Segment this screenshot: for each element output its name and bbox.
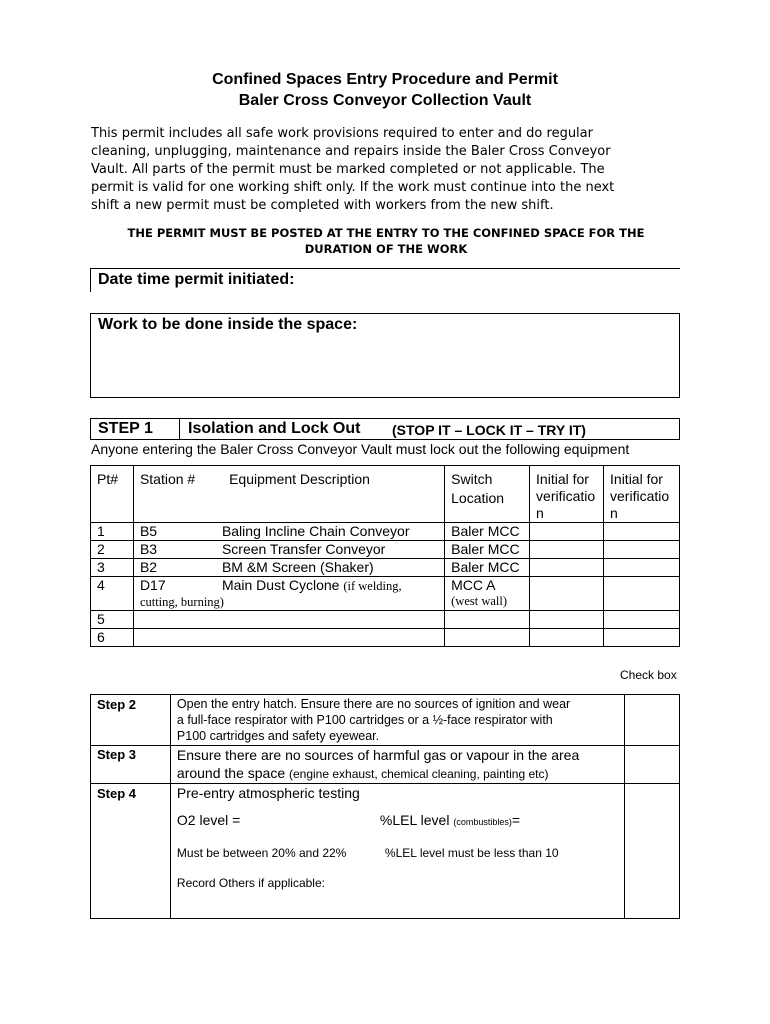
initial-header: verificatio [610, 488, 670, 504]
station-number: D17 [139, 577, 166, 593]
equipment-table [90, 465, 680, 647]
initial-cell[interactable] [530, 629, 604, 647]
page-title: Confined Spaces Entry Procedure and Permit [212, 71, 558, 88]
step4-content [170, 784, 624, 919]
station-cell[interactable] [133, 611, 444, 629]
notice-line: THE PERMIT MUST BE POSTED AT THE ENTRY TO THE CONFINED SPACE FOR THE [127, 226, 645, 240]
station-number: B2 [139, 559, 158, 575]
station-number: B5 [139, 523, 158, 539]
step1-subtitle: (STOP IT – LOCK IT – TRY IT) [392, 422, 586, 438]
step1-title: Isolation and Lock Out [188, 420, 361, 437]
initial-cell[interactable] [604, 559, 680, 577]
equipment-description: Screen Transfer Conveyor [221, 541, 386, 557]
switch-header: Location [451, 490, 505, 506]
station-cell [133, 577, 444, 611]
equipment-note: (if welding, [343, 579, 402, 593]
page-subtitle: Baler Cross Conveyor Collection Vault [238, 92, 532, 109]
intro-line: permit is valid for one working shift only. If the work must continue into the next [91, 180, 615, 195]
initial-cell[interactable] [530, 541, 604, 559]
pt-cell: 2 [91, 541, 134, 559]
initial-cell[interactable] [604, 577, 680, 611]
pt-cell: 5 [91, 611, 134, 629]
step3-line: Ensure there are no sources of harmful gas or vapour in the area [176, 747, 580, 763]
work-field-label: Work to be done inside the space: [98, 316, 358, 333]
step2-line: Open the entry hatch. Ensure there are no sources of ignition and wear [176, 697, 571, 711]
step4-row [91, 784, 680, 919]
step2-line: a full-face respirator with P100 cartridges or a ½-face respirator with [176, 713, 553, 727]
pt-cell: 4 [91, 577, 134, 611]
step1-instruction: Anyone entering the Baler Cross Conveyor Vault must lock out the following equipment [91, 441, 630, 457]
switch-cell: Baler MCC [445, 541, 530, 559]
initial-cell[interactable] [604, 611, 680, 629]
switch-cell: Baler MCC [445, 559, 530, 577]
o2-level-field[interactable]: O2 level = [176, 812, 241, 828]
initial-header: verificatio [536, 488, 596, 504]
intro-line: This permit includes all safe work provisions required to enter and do regular [91, 126, 593, 141]
table-row [91, 611, 680, 629]
others-field[interactable]: Record Others if applicable: [176, 876, 325, 890]
step3-label: Step 3 [91, 746, 171, 784]
step1-header [90, 418, 680, 440]
pt-cell: 3 [91, 559, 134, 577]
step2-row [91, 695, 680, 746]
step3-note: (engine exhaust, chemical cleaning, painting etc) [289, 767, 549, 781]
pt-cell: 6 [91, 629, 134, 647]
switch-cell[interactable] [445, 611, 530, 629]
step3-text [170, 746, 624, 784]
checkbox-column-label: Check box [620, 668, 677, 682]
station-cell [133, 523, 444, 541]
initial-cell[interactable] [530, 611, 604, 629]
switch-header: Switch [451, 471, 493, 487]
lel-range-note: %LEL level must be less than 10 [384, 846, 559, 860]
switch-cell[interactable] [445, 629, 530, 647]
step3-line: around the space [176, 765, 286, 781]
switch-cell [445, 577, 530, 611]
date-field-label: Date time permit initiated: [98, 271, 295, 288]
intro-line: Vault. All parts of the permit must be marked completed or not applicable. The [91, 162, 605, 177]
notice-line: DURATION OF THE WORK [304, 242, 468, 256]
pt-cell: 1 [91, 523, 134, 541]
divider [179, 419, 180, 439]
initial-cell[interactable] [530, 577, 604, 611]
equipment-description: Main Dust Cyclone [221, 577, 340, 593]
initial-cell[interactable] [604, 523, 680, 541]
table-row [91, 629, 680, 647]
station-number: B3 [139, 541, 158, 557]
initial-cell[interactable] [530, 523, 604, 541]
step2-checkbox[interactable] [625, 695, 680, 746]
lel-equals: = [511, 812, 521, 828]
intro-line: shift a new permit must be completed with workers from the new shift. [91, 198, 554, 213]
lel-level-field[interactable] [380, 812, 520, 828]
step4-checkbox[interactable] [625, 784, 680, 919]
station-cell[interactable] [133, 629, 444, 647]
step3-row [91, 746, 680, 784]
initial-header: n [536, 505, 544, 521]
table-row [91, 559, 680, 577]
step4-heading: Pre-entry atmospheric testing [176, 785, 360, 801]
equipment-description: Baling Incline Chain Conveyor [221, 523, 410, 539]
initial-header: n [610, 505, 618, 521]
station-cell [133, 559, 444, 577]
equipment-note: cutting, burning) [139, 595, 224, 609]
equipment-description: BM &M Screen (Shaker) [221, 559, 374, 575]
initial-cell[interactable] [530, 559, 604, 577]
posting-notice [91, 225, 681, 257]
lel-note: (combustibles) [453, 817, 512, 827]
o2-range-note: Must be between 20% and 22% [176, 846, 347, 860]
step1-label: STEP 1 [98, 420, 153, 437]
steps-table [90, 694, 680, 919]
station-header: Station # [139, 471, 196, 487]
station-cell [133, 541, 444, 559]
table-row [91, 577, 680, 611]
initial-header: Initial for [610, 471, 663, 487]
step2-text [170, 695, 624, 746]
table-row [91, 523, 680, 541]
table-header-row [91, 466, 680, 523]
initial-cell[interactable] [604, 541, 680, 559]
step3-checkbox[interactable] [625, 746, 680, 784]
switch-note: (west wall) [451, 594, 508, 608]
step2-line: P100 cartridges and safety eyewear. [176, 729, 380, 743]
intro-line: cleaning, unplugging, maintenance and repairs inside the Baler Cross Conveyor [91, 144, 611, 159]
switch-cell: Baler MCC [445, 523, 530, 541]
description-header: Equipment Description [229, 471, 370, 487]
switch-location: MCC A [451, 577, 496, 593]
intro-paragraph [91, 125, 681, 215]
step2-label: Step 2 [91, 695, 171, 746]
initial-cell[interactable] [604, 629, 680, 647]
work-description-field[interactable] [90, 313, 680, 398]
step4-label: Step 4 [91, 784, 171, 919]
initial-header: Initial for [536, 471, 589, 487]
pt-header: Pt# [97, 471, 119, 487]
lel-label: %LEL level [379, 812, 450, 828]
table-row [91, 541, 680, 559]
date-field[interactable] [90, 268, 680, 292]
